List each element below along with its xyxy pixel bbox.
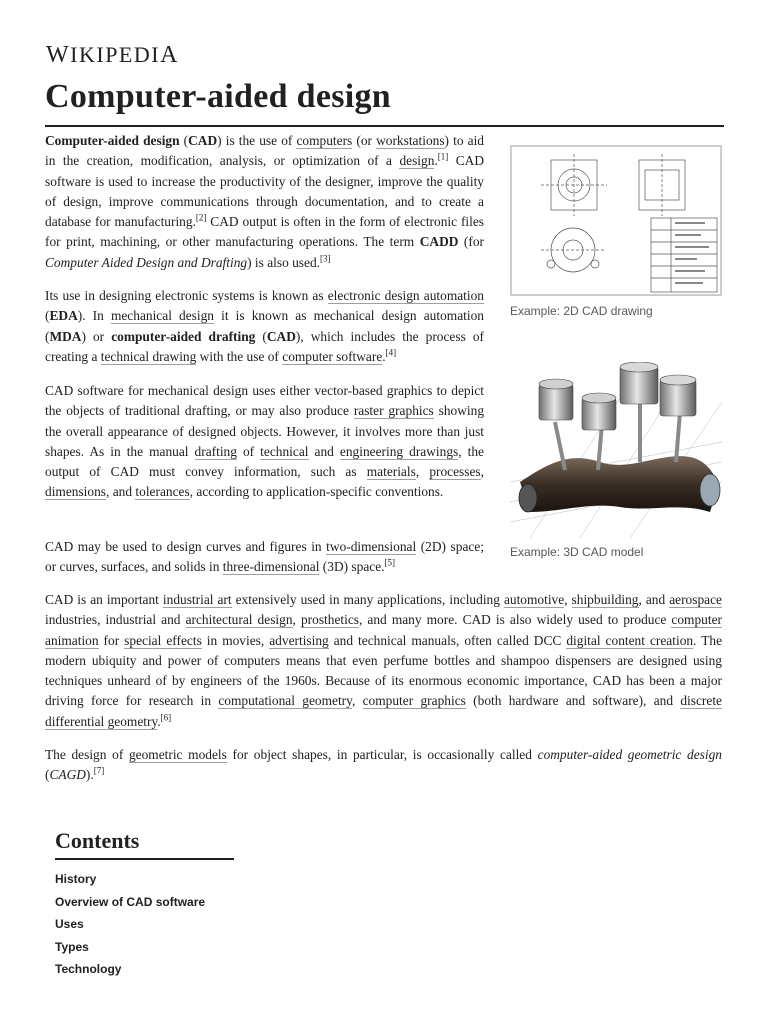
link-automotive[interactable]: automotive <box>503 592 565 607</box>
link-computers[interactable]: computers <box>296 133 353 148</box>
link-design[interactable]: design <box>399 153 435 169</box>
link-computer-software[interactable]: computer software <box>282 348 383 364</box>
figure-caption: Example: 3D CAD model <box>510 545 644 559</box>
table-of-contents <box>55 828 234 981</box>
toc-item-types[interactable]: Types <box>55 939 89 954</box>
link-aerospace[interactable]: aerospace <box>669 592 722 607</box>
reference-link[interactable]: [2] <box>195 212 207 223</box>
contents-list <box>55 868 234 981</box>
link-electronic-design-automation[interactable]: electronic design automation <box>327 288 485 303</box>
reference-link[interactable]: [1] <box>437 151 449 162</box>
cad-3d-model-graphic <box>510 362 722 538</box>
link-technical[interactable]: technical <box>260 443 309 459</box>
link-dimensions[interactable]: dimensions <box>45 484 107 500</box>
link-special-effects[interactable]: special effects <box>124 632 202 648</box>
link-architectural-design[interactable]: architectural design <box>185 612 293 628</box>
cad-2d-drawing-image[interactable] <box>510 145 722 296</box>
link-raster-graphics[interactable]: raster graphics <box>353 403 434 419</box>
link-engineering-drawings[interactable]: engineering drawings <box>339 443 459 459</box>
link-tolerances[interactable]: tolerances <box>135 484 190 500</box>
reference-link[interactable]: [7] <box>93 765 105 776</box>
paragraph-dimensions: CAD may be used to design curves and figures in two-dimensional (2D) space; or curves, surfaces, and solids in three-dimensional (3D) space.[5] <box>45 539 485 575</box>
page-title: Computer-aided design <box>45 78 392 115</box>
link-computer-graphics[interactable]: computer graphics <box>362 693 466 709</box>
link-digital-content-creation[interactable]: digital content creation <box>566 632 694 648</box>
link-three-dimensional[interactable]: three-dimensional <box>222 559 320 575</box>
wikipedia-wordmark[interactable]: WIKIPEDIA <box>46 42 179 68</box>
toc-item-uses[interactable]: Uses <box>55 917 84 932</box>
link-industrial-art[interactable]: industrial art <box>162 592 232 607</box>
link-discrete-differential-geometry[interactable]: discrete differential geometry <box>45 693 722 729</box>
cad-2d-drawing-graphic <box>511 146 721 295</box>
paragraph-mechanical: CAD software for mechanical design uses either vector-based graphics to depict the objects of traditional drafting, or may also produce raster graphics showing the overall appearance of designed objects. However, it involves more than just shapes. As in the manual drafting of technical and engineering drawings, the output of CAD must convey information, such as materials, processes, dimensions, and tolerances, according to application-specific conventions. <box>45 383 485 500</box>
title-divider <box>45 125 724 127</box>
link-two-dimensional[interactable]: two-dimensional <box>326 539 417 554</box>
reference-link[interactable]: [4] <box>385 347 397 358</box>
toc-item-history[interactable]: History <box>55 872 97 886</box>
link-advertising[interactable]: advertising <box>269 632 329 648</box>
link-geometric-models[interactable]: geometric models <box>128 747 227 762</box>
link-computer-animation[interactable]: computer animation <box>45 612 722 648</box>
link-mechanical-design[interactable]: mechanical design <box>110 308 214 324</box>
link-drafting[interactable]: drafting <box>194 443 237 459</box>
link-workstations[interactable]: workstations <box>376 133 445 148</box>
reference-link[interactable]: [3] <box>320 253 331 264</box>
link-computational-geometry[interactable]: computational geometry <box>218 693 352 709</box>
paragraph-intro: Computer-aided design (CAD) is the use of computers (or workstations) to aid in the creation, modification, analysis, or optimization of a design.[1] CAD software is used to increase the productivity of the designer, improve the quality of design, improve communications through documentation, and to create a database for manufacturing.[2] CAD output is often in the form of electronic files for print, machining, or other manufacturing operations. The term CADD (for Computer Aided Design and Drafting) is also used.[3] <box>45 133 485 270</box>
contents-heading: Contents <box>55 828 234 860</box>
figure-caption: Example: 2D CAD drawing <box>510 304 653 318</box>
link-materials[interactable]: materials <box>366 464 416 480</box>
link-technical-drawing[interactable]: technical drawing <box>100 348 197 364</box>
link-prosthetics[interactable]: prosthetics <box>300 612 359 628</box>
paragraph-cagd: The design of geometric models for object shapes, in particular, is occasionally called computer-aided geometric design (CAGD).[7] <box>45 747 722 783</box>
toc-item-overview[interactable]: Overview of CAD software <box>55 894 206 909</box>
reference-link[interactable]: [6] <box>160 712 172 723</box>
figure-3d-cad <box>510 362 722 559</box>
cad-3d-model-image[interactable] <box>510 362 722 538</box>
paragraph-applications: CAD is an important industrial art extensively used in many applications, including automotive, shipbuilding, and aerospace industries, industrial and architectural design, prosthetics, and many more. CAD is also widely used to produce computer animation for special effects in movies, advertising and technical manuals, often called DCC digital content creation. The modern ubiquity and power of computers means that even perfume bottles and shampoo dispensers are designed using techniques unheard of by engineers of the 1960s. Because of its enormous economic importance, CAD has been a major driving force for research in computational geometry, computer graphics (both hardware and software), and discrete differential geometry.[6] <box>45 592 723 729</box>
figure-2d-cad <box>510 145 722 318</box>
link-shipbuilding[interactable]: shipbuilding <box>571 592 639 607</box>
paragraph-electronic: Its use in designing electronic systems is known as electronic design automation (EDA). In mechanical design it is known as mechanical design automation (MDA) or computer-aided drafting (CAD), which includes the process of creating a technical drawing with the use of computer software.[4] <box>45 288 485 364</box>
link-processes[interactable]: processes <box>429 464 481 480</box>
toc-item-technology[interactable]: Technology <box>55 962 122 977</box>
reference-link[interactable]: [5] <box>384 557 396 568</box>
